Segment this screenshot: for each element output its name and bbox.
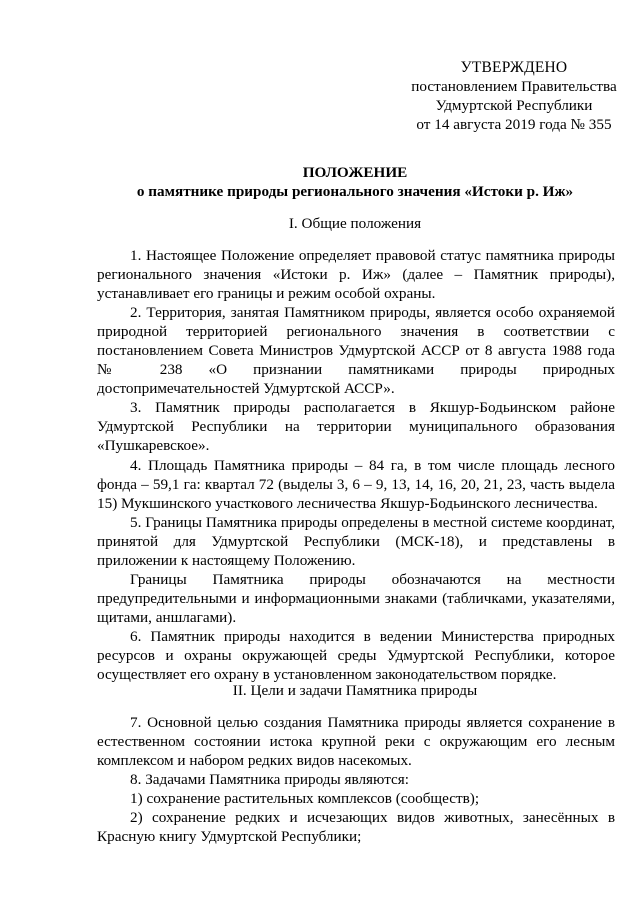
document-subtitle: о памятнике природы регионального значения «Истоки р. Иж» bbox=[136, 183, 574, 200]
list-item: 1) сохранение растительных комплексов (сообществ); bbox=[130, 790, 480, 808]
document-title-block bbox=[95, 163, 615, 201]
paragraph: 4. Площадь Памятника природы – 84 га, в том числе площадь лесного фонда – 59,1 га: квартал 72 (выделы 3, 6 – 9, 13, 14, 16, 20, 21, 23, часть выдела 15) Мукшинского участкового лесничества Якшур-Бодьинского лесничества. bbox=[97, 456, 615, 512]
paragraph: 3. Памятник природы располагается в Якшур-Бодьинском районе Удмуртской Республики на территории муниципального образования «Пушкаревское». bbox=[97, 399, 615, 455]
approval-line: постановлением Правительства bbox=[411, 78, 617, 95]
approval-date-line: от 14 августа 2019 года № 355 bbox=[416, 116, 612, 133]
section-heading-goals: II. Цели и задачи Памятника природы bbox=[232, 682, 478, 699]
document-title: ПОЛОЖЕНИЕ bbox=[302, 164, 408, 181]
section-body-goals bbox=[97, 713, 615, 846]
section-body-general bbox=[97, 246, 615, 684]
paragraph: 1. Настоящее Положение определяет правовой статус памятника природы регионального значения «Истоки р. Иж» (далее – Памятник природы), устанавливает его границы и режим особой охраны. bbox=[97, 247, 615, 303]
paragraph: Границы Памятника природы обозначаются на местности предупредительными и информационными знаками (табличками, указателями, щитами, аншлагами). bbox=[97, 570, 615, 626]
paragraph: 5. Границы Памятника природы определены в местной системе координат, принятой для Удмуртской Республики (МСК-18), и представлены в приложении к настоящему Положению. bbox=[97, 513, 615, 569]
approval-title: УТВЕРЖДЕНО bbox=[460, 59, 568, 76]
approval-line: Удмуртской Республики bbox=[435, 97, 593, 114]
paragraph: 6. Памятник природы находится в ведении Министерства природных ресурсов и охраны окружающей среды Удмуртской Республики, которое осуществляет его охрану в установленном законодательством порядке. bbox=[97, 627, 615, 684]
paragraph: 8. Задачами Памятника природы являются: bbox=[130, 771, 409, 789]
paragraph: 2. Территория, занятая Памятником природы, является особо охраняемой природной территорией регионального значения в соответствии с постановлением Совета Министров Удмуртской АССР от 8 августа 1988 года № 238 «О признании памятниками природы природных достопримечательностей Удмуртской АССР». bbox=[97, 304, 615, 398]
list-item: 2) сохранение редких и исчезающих видов животных, занесённых в Красную книгу Удмуртской Республики; bbox=[97, 809, 615, 846]
paragraph: 7. Основной целью создания Памятника природы является сохранение в естественном состоянии истока крупной реки с окружающим его лесным комплексом и набором редких видов насекомых. bbox=[97, 714, 615, 770]
approval-block bbox=[404, 58, 624, 134]
section-heading-general: I. Общие положения bbox=[288, 215, 422, 232]
